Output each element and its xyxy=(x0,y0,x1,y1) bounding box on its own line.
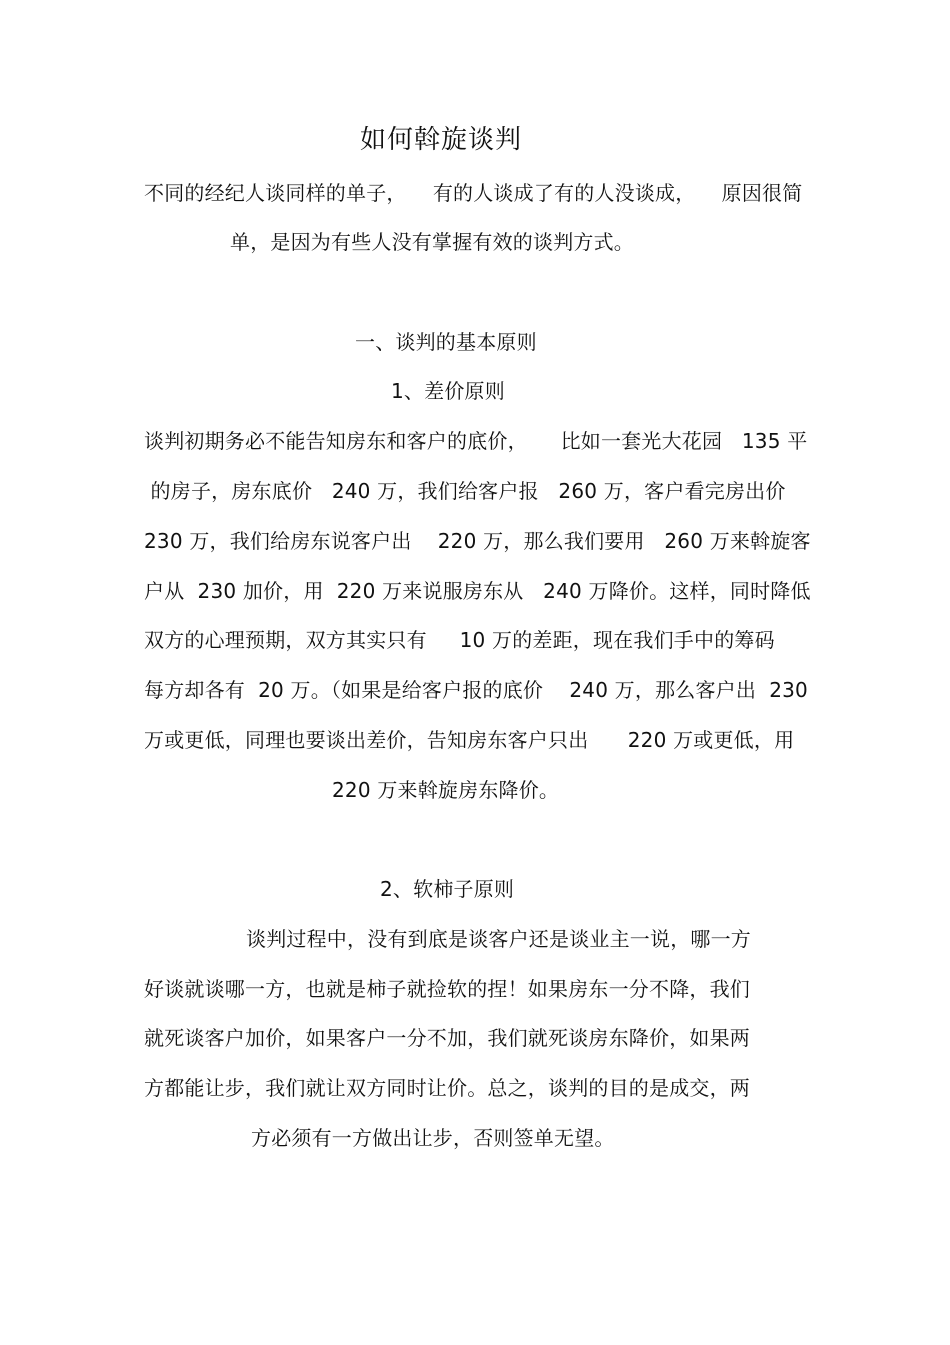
paragraph-line: 谈判初期务必不能告知房东和客户的底价， 比如一套光大花园 135 平 xyxy=(144,429,808,453)
section-heading: 一、谈判的基本原则 xyxy=(355,330,537,354)
paragraph-line: 双方的心理预期，双方其实只有 10 万的差距，现在我们手中的筹码 xyxy=(144,628,775,652)
paragraph-line: 万或更低，同理也要谈出差价，告知房东客户只出 220 万或更低，用 xyxy=(144,728,795,752)
paragraph-line: 就死谈客户加价，如果客户一分不加，我们就死谈房东降价，如果两 xyxy=(144,1026,750,1050)
document-title: 如何斡旋谈判 xyxy=(360,125,523,155)
paragraph-line: 220 万来斡旋房东降价。 xyxy=(332,778,560,802)
paragraph-line: 户从 230 加价，用 220 万来说服房东从 240 万降价。这样，同时降低 xyxy=(144,579,811,603)
paragraph-line: 好谈就谈哪一方，也就是柿子就捡软的捏！如果房东一分不降，我们 xyxy=(144,977,750,1001)
paragraph-line: 的房子，房东底价 240 万，我们给客户报 260 万，客户看完房出价 xyxy=(144,479,786,503)
paragraph-line: 230 万，我们给房东说客户出 220 万，那么我们要用 260 万来斡旋客 xyxy=(144,529,811,553)
paragraph-line: 谈判过程中，没有到底是谈客户还是谈业主一说，哪一方 xyxy=(246,927,751,951)
paragraph-line: 方必须有一方做出让步，否则签单无望。 xyxy=(251,1126,615,1150)
intro-line-1: 不同的经纪人谈同样的单子， 有的人谈成了有的人没谈成， 原因很简 xyxy=(144,181,803,205)
subsection-heading-soft-persimmon: 2、软柿子原则 xyxy=(380,877,515,901)
paragraph-line: 方都能让步，我们就让双方同时让价。总之，谈判的目的是成交，两 xyxy=(144,1076,750,1100)
intro-line-2: 单，是因为有些人没有掌握有效的谈判方式。 xyxy=(230,230,634,254)
subsection-heading-price-gap: 1、差价原则 xyxy=(391,379,505,403)
paragraph-line: 每方却各有 20 万。（如果是给客户报的底价 240 万，那么客户出 230 xyxy=(144,678,808,702)
